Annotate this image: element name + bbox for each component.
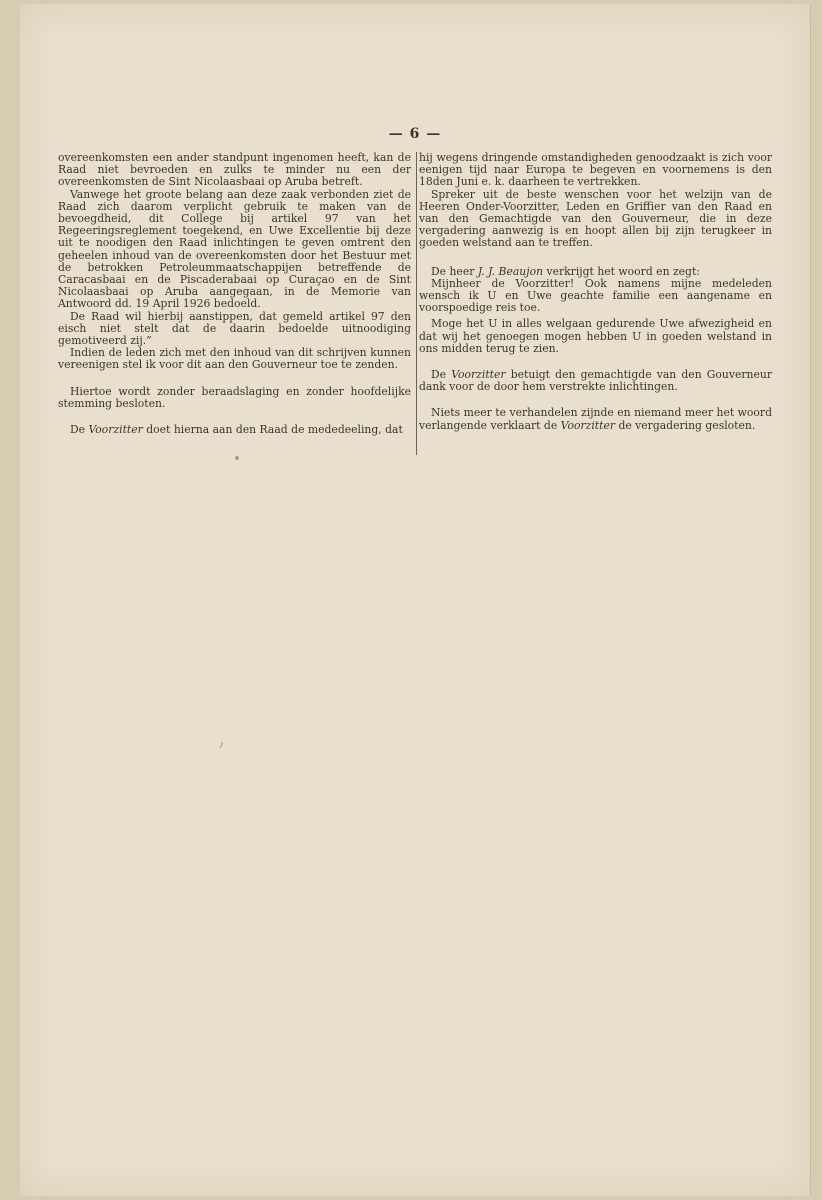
left-p6-speaker: Voorzitter <box>88 423 143 437</box>
left-paragraph-5: Hiertoe wordt zonder beraadslaging en zonder hoofdelijke stemming besloten. <box>58 384 411 410</box>
right-paragraph-7 <box>419 407 772 431</box>
left-p6-post: doet hierna aan den Raad de mededeeling, dat <box>142 423 403 437</box>
left-paragraph-2: Vanwege het groote belang aan deze zaak verbonden ziet de Raad zich daarom verplicht gebruik te maken van de bevoegdheid, dit College bij artikel 97 van het Regeeringsreglement toegekend, en Uwe Excellentie bij deze uit te noodigen den Raad inlichtingen te geven omtrent den geheelen inhoud van de overeenkomsten door het Bestuur met de betrokken Petroleummaatschappijen betreffende de Caracasbaai en de Piscaderabaai op Curaçao en de Sint Nicolaasbaai op Aruba aangegaan, in de Memorie van Antwoord dd. 19 April 1926 bedoeld. <box>58 187 411 311</box>
right-p7-pre: Niets meer te verhandelen zijnde en niemand meer het woord verlangende verklaart de <box>419 406 772 432</box>
right-p7-post: de vergadering gesloten. <box>615 418 756 432</box>
paper-speck <box>235 456 239 460</box>
right-paragraph-1: hij wegens dringende omstandigheden genoodzaakt is zich voor eenigen tijd naar Europa te begeven en voornemens is den 18den Juni e. k. daarheen te vertrekken. <box>419 151 772 189</box>
left-column <box>58 152 417 455</box>
right-p6-speaker: Voorzitter <box>451 368 506 382</box>
right-paragraph-3 <box>419 266 772 278</box>
left-paragraph-1: overeenkomsten een ander standpunt ingenomen heeft, kan de Raad niet bevroeden en zulks te minder nu een der overeenkomsten de Sint Nicolaasbaai op Aruba betreft. <box>58 151 411 189</box>
paper-mark <box>220 742 223 748</box>
right-p6-post: betuigt den gemachtigde van den Gouverneur dank voor de door hem verstrekte inlichtingen. <box>419 368 772 394</box>
right-column <box>419 152 772 432</box>
right-p3-post: verkrijgt het woord en zegt: <box>543 264 700 278</box>
page-number: — 6 — <box>388 126 442 142</box>
right-paragraph-4: Mijnheer de Voorzitter! Ook namens mijne medeleden wensch ik U en Uwe geachte familie een aangename en voorspoedige reis toe. <box>419 276 772 315</box>
left-paragraph-3: De Raad wil hierbij aanstippen, dat gemeld artikel 97 den eisch niet stelt dat de daarin bedoelde uitnoodiging gemotiveerd zij.” <box>58 309 411 348</box>
document-page <box>20 4 811 1196</box>
right-paragraph-2: Spreker uit de beste wenschen voor het welzijn van de Heeren Onder-Voorzitter, Leden en Griffier van den Raad en van den Gemachtigde van den Gouverneur, die in deze vergadering aanwezig is en hoopt allen bij zijn terugkeer in goeden welstand aan te treffen. <box>419 187 772 250</box>
right-p3-speaker: J. J. Beaujon <box>477 264 544 278</box>
left-paragraph-4: Indien de leden zich met den inhoud van dit schrijven kunnen vereenigen stel ik voor dit aan den Gouverneur toe te zenden. <box>58 346 411 372</box>
left-p6-pre: De <box>70 423 89 437</box>
right-p7-speaker: Voorzitter <box>560 418 616 432</box>
right-paragraph-6 <box>419 369 772 393</box>
right-p6-pre: De <box>431 368 452 382</box>
right-p3-pre: De heer <box>431 264 478 278</box>
right-paragraph-5: Moge het U in alles welgaan gedurende Uwe afwezigheid en dat wij het genoegen mogen hebben U in goeden welstand in ons midden terug te zien. <box>419 317 772 355</box>
left-paragraph-6 <box>58 424 411 436</box>
